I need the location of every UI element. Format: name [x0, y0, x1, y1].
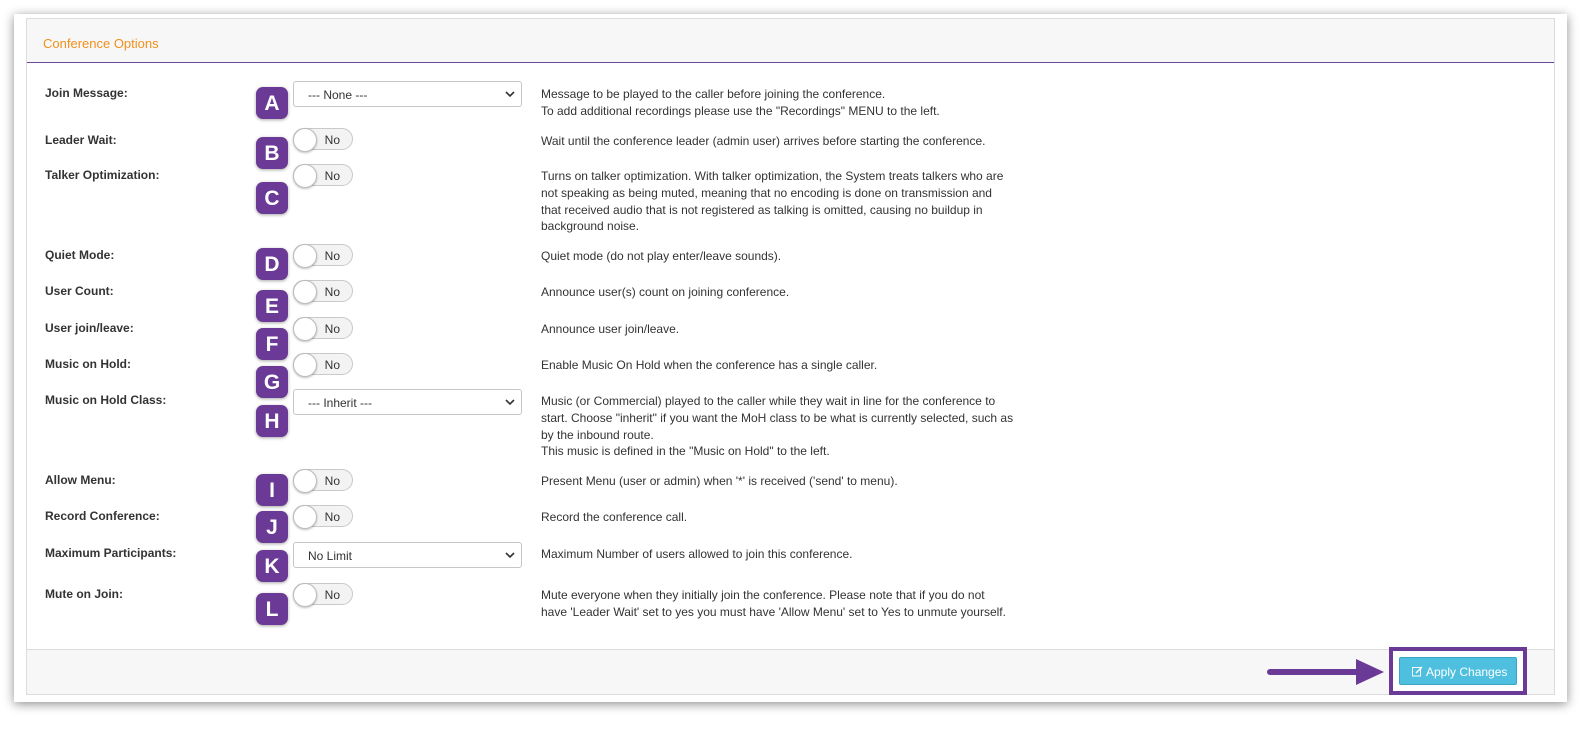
option-description: [541, 133, 1021, 150]
toggle-state: No: [324, 510, 340, 524]
callout-badge: A: [256, 87, 288, 119]
toggle-state: No: [324, 133, 340, 147]
option-label: Join Message:: [45, 86, 128, 100]
toggle-knob: [293, 128, 317, 152]
select-value: --- None ---: [308, 88, 368, 102]
description-line: Quiet mode (do not play enter/leave sounds).: [541, 249, 782, 263]
option-description: [541, 393, 1021, 460]
pointer-arrow-icon: [1264, 656, 1388, 688]
option-description: [541, 248, 1021, 265]
panel-title: Conference Options: [43, 36, 159, 51]
toggle-knob: [293, 164, 317, 188]
toggle-knob: [293, 317, 317, 341]
description-line: Announce user join/leave.: [541, 322, 680, 336]
option-label: User Count:: [45, 284, 114, 298]
toggle-state: No: [324, 285, 340, 299]
callout-badge: B: [256, 137, 288, 169]
join-message-select[interactable]: [293, 81, 522, 107]
talker-optimization-toggle[interactable]: [293, 164, 353, 186]
select-arrow: [504, 87, 516, 106]
option-description: [541, 357, 1021, 374]
chevron-down-icon: [504, 548, 516, 562]
apply-changes-label: Apply Changes: [1426, 665, 1508, 679]
allow-menu-toggle[interactable]: [293, 469, 353, 491]
select-value: No Limit: [308, 549, 353, 563]
select-arrow: [504, 395, 516, 414]
option-label: Record Conference:: [45, 509, 160, 523]
quiet-mode-toggle[interactable]: [293, 244, 353, 266]
callout-badge: F: [256, 328, 288, 360]
edit-icon: [1412, 666, 1423, 677]
music-on-hold-toggle[interactable]: [293, 353, 353, 375]
option-description: [541, 546, 1021, 563]
description-line: This music is defined in the "Music on Hold" to the left.: [541, 444, 830, 459]
description-line: Message to be played to the caller before joining the conference.: [541, 87, 886, 101]
option-label: User join/leave:: [45, 321, 134, 335]
description-line: have 'Leader Wait' set to yes you must have 'Allow Menu' set to Yes to unmute yourself.: [541, 604, 1006, 619]
option-description: [541, 509, 1021, 526]
callout-badge: I: [256, 474, 288, 506]
option-description: [541, 473, 1021, 490]
option-label: Music on Hold:: [45, 357, 131, 371]
option-label: Leader Wait:: [45, 133, 117, 147]
description-line: Wait until the conference leader (admin user) arrives before starting the conference.: [541, 134, 986, 148]
toggle-knob: [293, 353, 317, 377]
conference-options-panel: [26, 18, 1555, 695]
description-line: Maximum Number of users allowed to join this conference.: [541, 547, 853, 561]
description-line: background noise.: [541, 219, 640, 234]
description-line: To add additional recordings please use the "Recordings" MENU to the left.: [541, 103, 940, 118]
description-line: start. Choose "inherit" if you want the MoH class to be what is currently selected, such as: [541, 410, 1014, 425]
description-line: by the inbound route.: [541, 427, 654, 442]
select-value: --- Inherit ---: [308, 396, 372, 410]
option-description: [541, 284, 1021, 301]
option-description: [541, 587, 1021, 621]
toggle-state: No: [324, 322, 340, 336]
description-line: Enable Music On Hold when the conference has a single caller.: [541, 358, 878, 372]
description-line: Turns on talker optimization. With talker optimization, the System treats talkers who are: [541, 169, 1004, 183]
option-label: Talker Optimization:: [45, 168, 160, 182]
toggle-state: No: [324, 169, 340, 183]
user-count-toggle[interactable]: [293, 280, 353, 302]
description-line: Present Menu (user or admin) when '*' is received ('send' to menu).: [541, 474, 898, 488]
toggle-knob: [293, 583, 317, 607]
callout-badge: C: [256, 182, 288, 214]
toggle-knob: [293, 280, 317, 304]
callout-badge: G: [256, 366, 288, 398]
panel-header: [27, 19, 1554, 63]
option-label: Allow Menu:: [45, 473, 116, 487]
option-description: [541, 321, 1021, 338]
maximum-participants-select[interactable]: [293, 542, 522, 568]
callout-badge: J: [256, 511, 288, 543]
option-description: [541, 168, 1021, 235]
option-label: Music on Hold Class:: [45, 393, 167, 407]
callout-badge: E: [256, 290, 288, 322]
description-line: Announce user(s) count on joining conference.: [541, 285, 790, 299]
description-line: that received audio that is not registered as talking is omitted, causing no buildup in: [541, 202, 983, 217]
select-arrow: [504, 548, 516, 567]
music-on-hold-class-select[interactable]: [293, 389, 522, 415]
callout-badge: H: [256, 405, 288, 437]
option-description: [541, 86, 1021, 120]
option-label: Mute on Join:: [45, 587, 123, 601]
option-label: Quiet Mode:: [45, 248, 115, 262]
callout-badge: L: [256, 593, 288, 625]
chevron-down-icon: [504, 87, 516, 101]
mute-on-join-toggle[interactable]: [293, 583, 353, 605]
callout-badge: D: [256, 248, 288, 280]
toggle-knob: [293, 469, 317, 493]
record-conference-toggle[interactable]: [293, 505, 353, 527]
toggle-state: No: [324, 588, 340, 602]
chevron-down-icon: [504, 395, 516, 409]
toggle-knob: [293, 505, 317, 529]
apply-changes-button[interactable]: [1399, 657, 1517, 685]
description-line: Mute everyone when they initially join the conference. Please note that if you do not: [541, 588, 985, 602]
description-line: Record the conference call.: [541, 510, 688, 524]
description-line: Music (or Commercial) played to the caller while they wait in line for the conference to: [541, 394, 996, 408]
leader-wait-toggle[interactable]: [293, 128, 353, 150]
toggle-state: No: [324, 358, 340, 372]
toggle-knob: [293, 244, 317, 268]
toggle-state: No: [324, 249, 340, 263]
user-join-leave-toggle[interactable]: [293, 317, 353, 339]
toggle-state: No: [324, 474, 340, 488]
callout-badge: K: [256, 550, 288, 582]
description-line: not speaking as being muted, meaning that no encoding is done on transmission and: [541, 185, 992, 200]
option-label: Maximum Participants:: [45, 546, 177, 560]
